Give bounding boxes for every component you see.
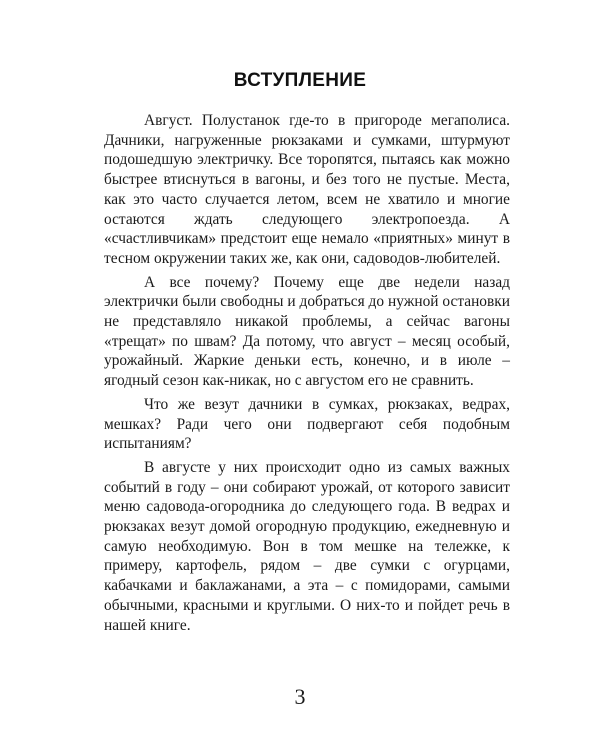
- page-number: 3: [294, 684, 306, 709]
- paragraph-3: Что же везут дачники в сумках, рюкзаках, ведрах, мешках? Ради чего они подвергают себя подобным испытаниям?: [104, 395, 510, 453]
- paragraph-4: В августе у них происходит одно из самых важных событий в году – они собирают урожай, от которого зависит меню садовода-огородника до следующего года. В ведрах и рюкзаках везут домой огородную продукцию, ежедневную и самую необходимую. Вон в том мешке на тележке, к примеру, картофель, рядом – две сумки с огурцами, кабачками и баклажанами, а эта – с помидорами, самыми обычными, красными и круглыми. О них-то и пойдет речь в нашей книге.: [104, 458, 510, 634]
- paragraph-2: А все почему? Почему еще две недели назад электрички были свободны и добраться до нужной остановки не представляло никакой проблемы, а сейчас вагоны «трещат» по швам? Да потому, что август – месяц особый, урожайный. Жаркие деньки есть, конечно, и в июле – ягодный сезон как-никак, но с августом его не сравнить.: [104, 273, 510, 390]
- chapter-body: [104, 111, 510, 639]
- paragraph-1: Август. Полустанок где-то в пригороде мегаполиса. Дачники, нагруженные рюкзаками и сумками, штурмуют подошедшую электричку. Все торопятся, пытаясь как можно быстрее втиснуться в вагоны, и без того не пустые. Места, как это часто случается летом, всем не хватило и многие остаются ждать следующего электропоезда. А «счастливчикам» предстоит еще немало «приятных» минут в тесном окружении таких же, как они, садоводов-любителей.: [104, 112, 510, 267]
- chapter-title: ВСТУПЛЕНИЕ: [233, 70, 367, 91]
